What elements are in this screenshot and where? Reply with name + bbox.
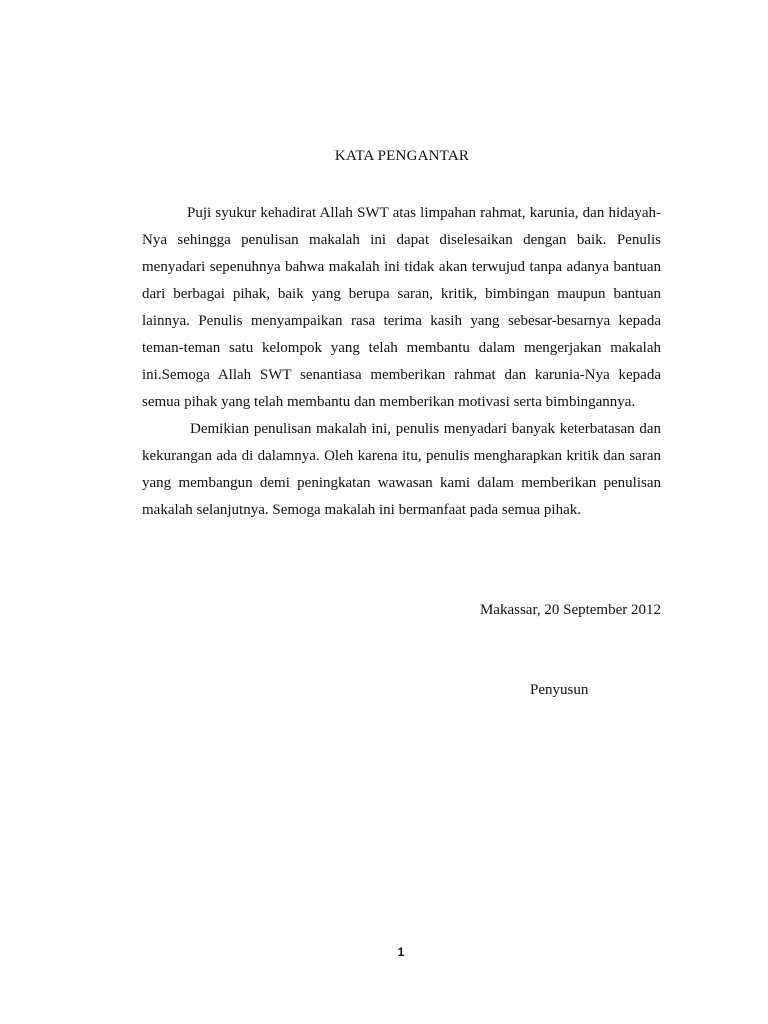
document-body — [142, 200, 661, 524]
place-date: Makassar, 20 September 2012 — [479, 602, 661, 618]
document-title: KATA PENGANTAR — [334, 148, 470, 164]
paragraph-2: Demikian penulisan makalah ini, penulis menyadari banyak keterbatasan dan kekurangan ada di dalamnya. Oleh karena itu, penulis mengharapkan kritik dan saran yang membangun demi peningkatan wawasan kami dalam memberikan penulisan makalah selanjutnya. Semoga makalah ini bermanfaat pada semua pihak. — [142, 421, 661, 518]
page-number: 1 — [397, 945, 405, 959]
author-signature: Penyusun — [530, 682, 589, 698]
paragraph-1: Puji syukur kehadirat Allah SWT atas limpahan rahmat, karunia, dan hidayah-Nya sehingga penulisan makalah ini dapat diselesaikan dengan baik. Penulis menyadari sepenuhnya bahwa makalah ini tidak akan terwujud tanpa adanya bantuan dari berbagai pihak, baik yang berupa saran, kritik, bimbingan maupun bantuan lainnya. Penulis menyampaikan rasa terima kasih yang sebesar-besarnya kepada teman-teman satu kelompok yang telah membantu dalam mengerjakan makalah ini.Semoga Allah SWT senantiasa memberikan rahmat dan karunia-Nya kepada semua pihak yang telah membantu dan memberikan motivasi serta bimbingannya. — [142, 205, 661, 410]
